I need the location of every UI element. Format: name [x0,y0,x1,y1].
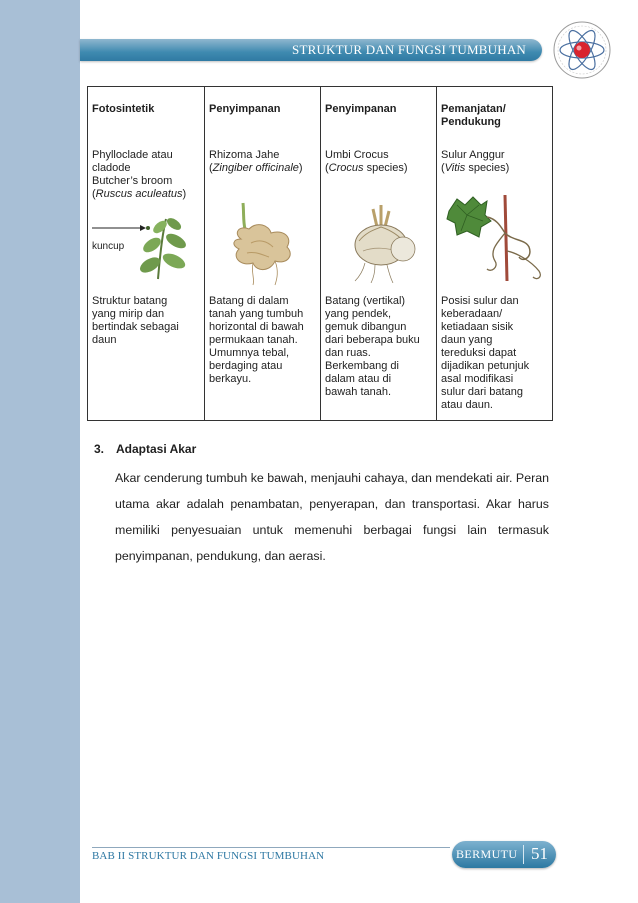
column-heading: Penyimpanan [209,103,281,115]
section-number: 3. [94,442,105,456]
plant-name: Rhizoma Jahe (Zingiber officinale) [209,149,303,174]
column-description: Batang (vertikal) yang pendek, gemuk dibangun dari beberapa buku dan ruas. Berkembang di dalam atau di bawah tanah. [325,295,420,398]
grape-tendril-icon [443,191,549,283]
column-description: Struktur batang yang mirip dan bertindak sebagai daun [92,295,179,346]
plant-name: Phylloclade atau cladode Butcher’s broom (Ruscus aculeatus) [92,149,187,200]
footer-badge [452,841,556,868]
plant-name: Sulur Anggur (Vitis species) [441,149,510,174]
section-title: Adaptasi Akar [116,442,197,456]
table-column-climbing [437,87,552,420]
header-band [80,39,542,61]
ginger-rhizome-icon [213,199,313,287]
table-column-corm [321,87,436,420]
stem-modification-table [87,86,553,421]
column-description: Batang di dalam tanah yang tumbuh horizontal di bawah permukaan tanah. Umumnya tebal, berdaging atau berkayu. [209,295,304,385]
left-sidebar-band [0,0,80,903]
footer-separator [523,845,524,864]
kuncup-label: kuncup [92,241,125,252]
header-title: STRUKTUR DAN FUNGSI TUMBUHAN [292,42,526,57]
column-heading: Penyimpanan [325,103,397,115]
column-heading: Pemanjatan/ Pendukung [441,103,506,128]
section-paragraph: Akar cenderung tumbuh ke bawah, menjauhi cahaya, dan mendekati air. Peran utama akar adalah penambatan, penyerapan, dan transportasi. Akar harus memiliki penyesuaian untuk memenuhi berbagai fungsi lain termasuk penyimpanan, pendukung, dan aerasi. [115,471,549,563]
footer-divider [92,847,450,848]
plant-name: Umbi Crocus (Crocus species) [325,149,408,174]
table-column-photosynthetic [88,87,204,420]
atom-logo-icon [551,19,613,81]
column-description: Posisi sulur dan keberadaan/ ketiadaan sisik daun yang tereduksi dapat dijadikan petunjuk asal modifikasi sulur dari batang atau daun. [441,295,530,411]
section-heading [94,442,196,456]
table-column-rhizome [205,87,320,420]
column-heading: Fotosintetik [92,103,155,115]
ruscus-plant-icon [88,215,204,281]
footer-chapter: BAB II STRUKTUR DAN FUNGSI TUMBUHAN [92,850,325,862]
footer-brand: BERMUTU [456,847,518,861]
page-number: 51 [531,844,548,863]
crocus-corm-icon [329,201,429,283]
